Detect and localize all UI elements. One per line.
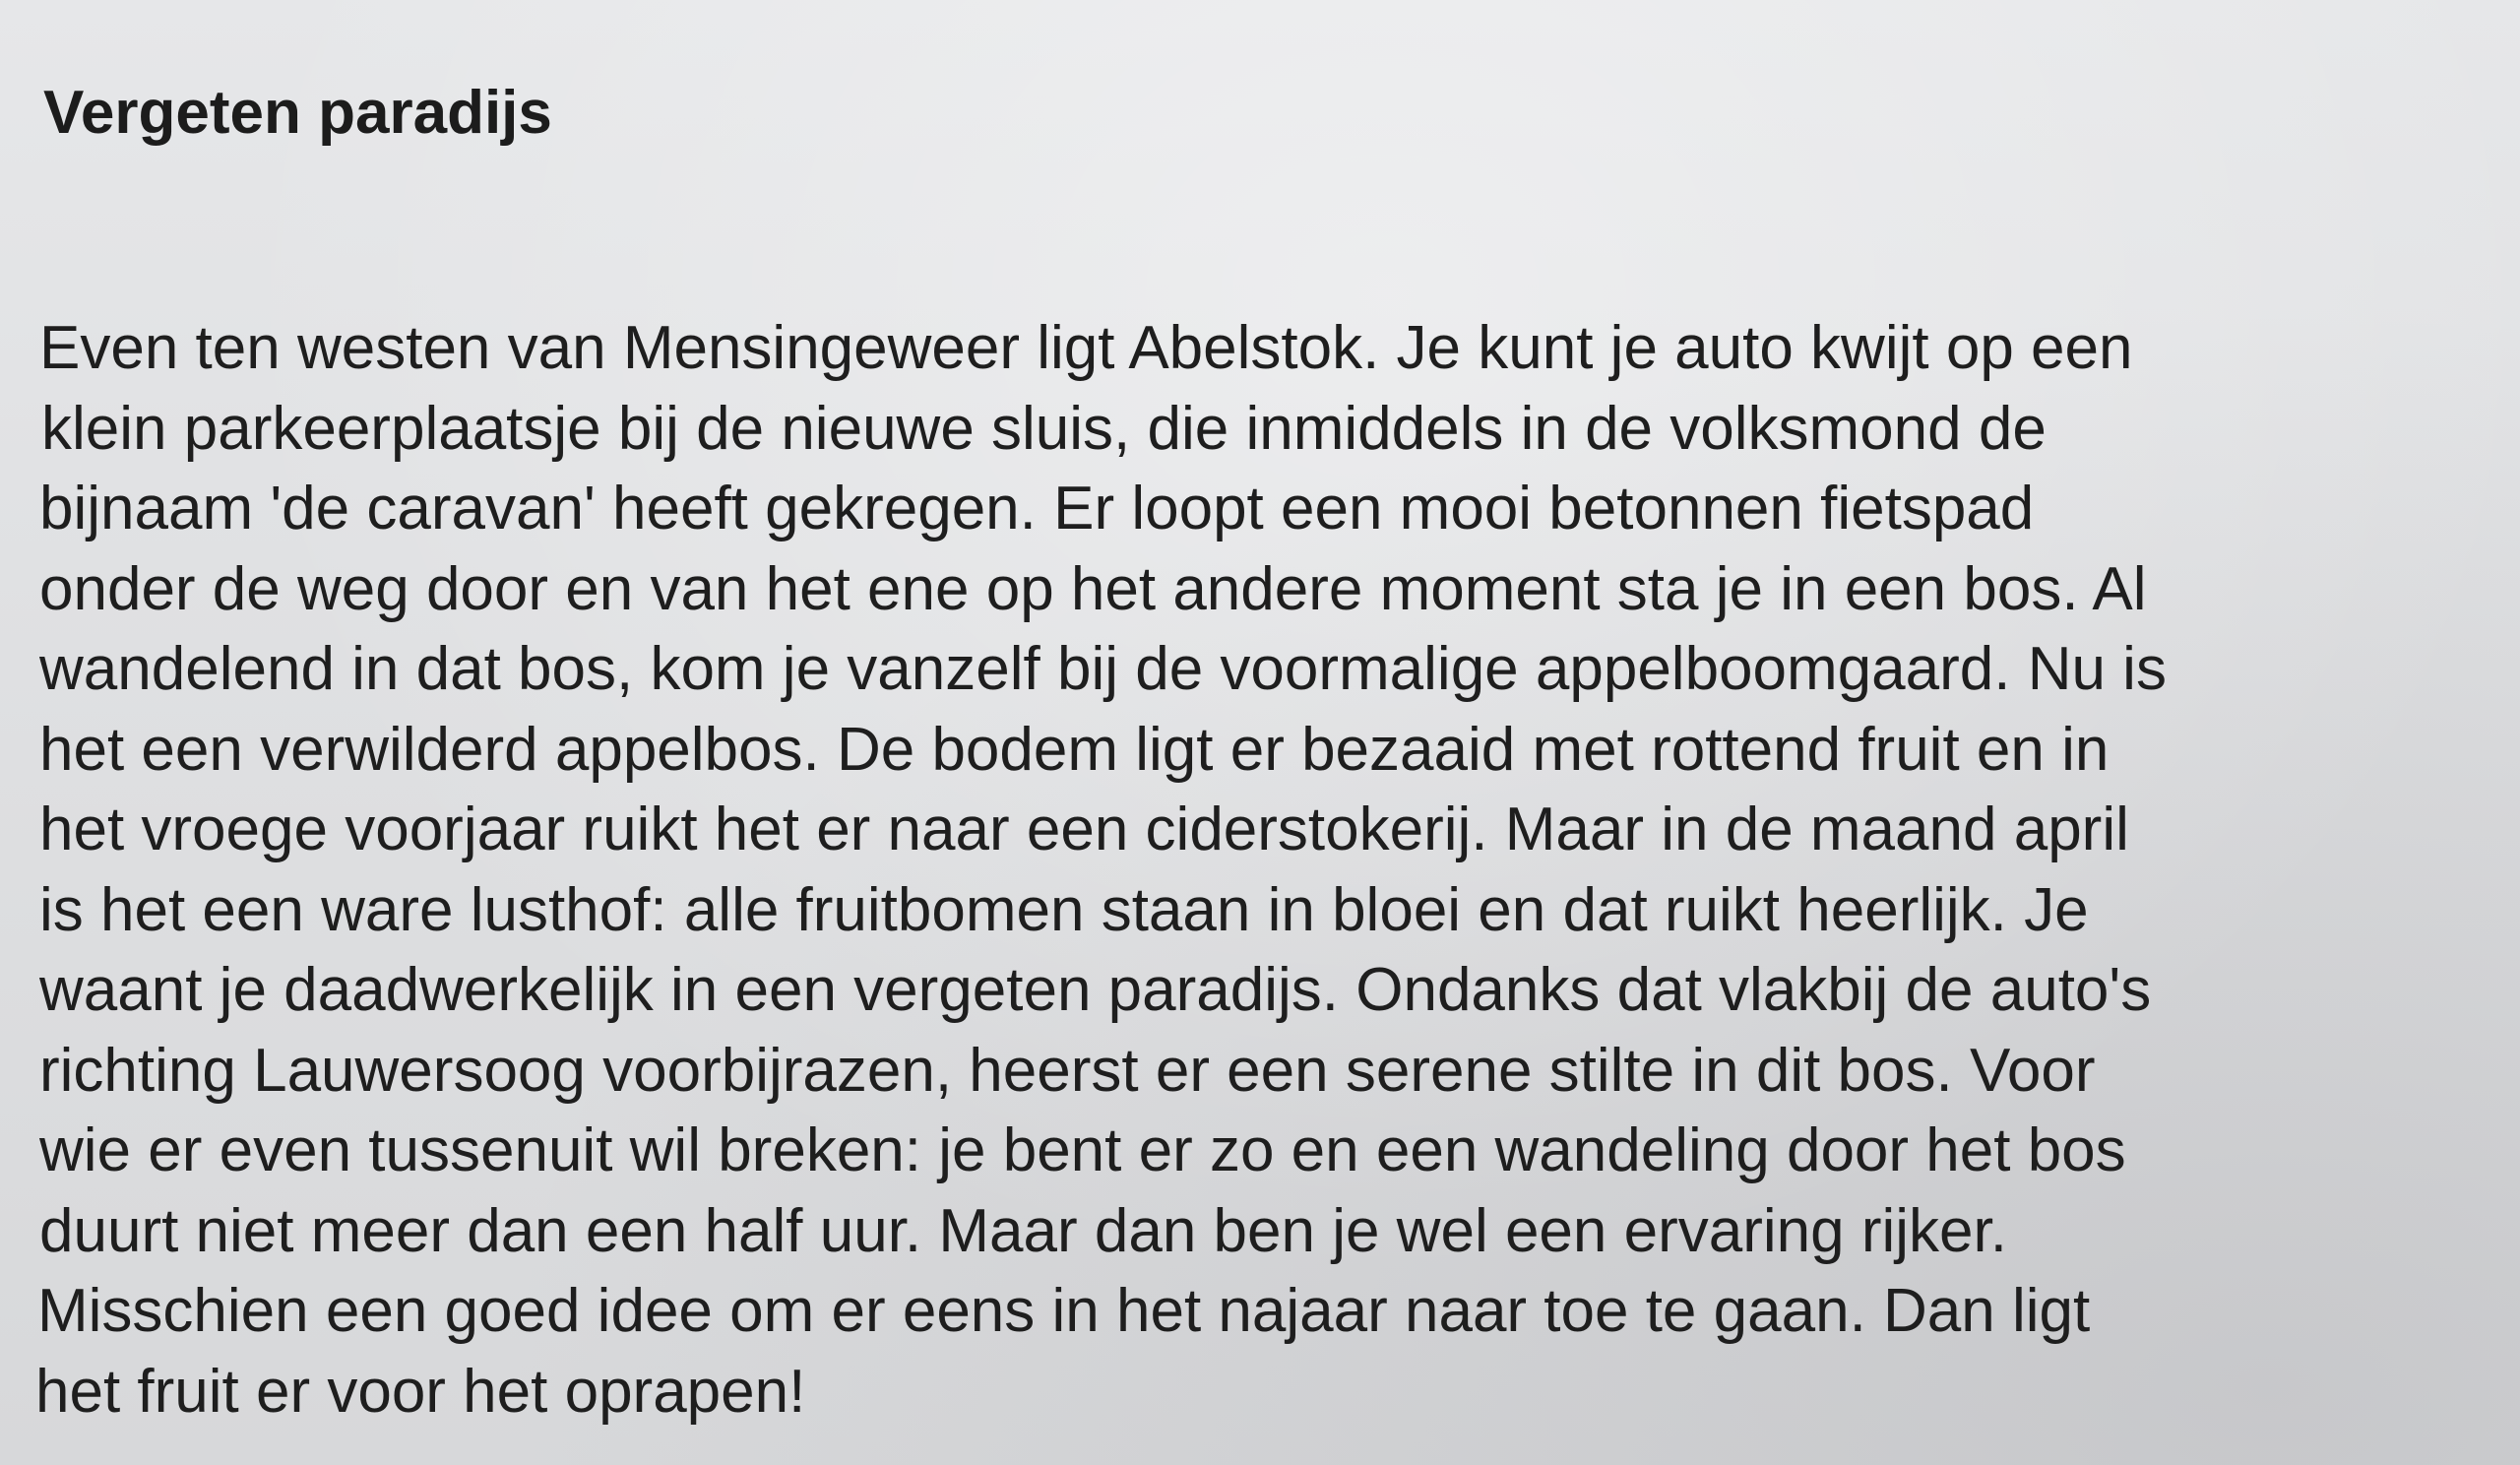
text-line: bijnaam 'de caravan' heeft gekregen. Er loopt een mooi betonnen fietspad <box>39 475 2035 542</box>
text-line: is het een ware lusthof: alle fruitbomen staan in bloei en dat ruikt heerlijk. Je <box>39 875 2089 944</box>
text-line: onder de weg door en van het ene op het andere moment sta je in een bos. Al <box>39 554 2147 623</box>
text-line: waant je daadwerkelijk in een vergeten paradijs. Ondanks dat vlakbij de auto's <box>39 956 2152 1024</box>
document-title: Vergeten paradijs <box>43 79 552 147</box>
text-line: wandelend in dat bos, kom je vanzelf bij de voormalige appelboomgaard. Nu is <box>39 635 2167 703</box>
body-paragraph <box>35 308 2167 1432</box>
text-line: klein parkeerplaatsje bij de nieuwe sluis, die inmiddels in de volksmond de <box>41 394 2047 463</box>
text-line: richting Lauwersoog voorbijrazen, heerst er een serene stilte in dit bos. Voor <box>39 1036 2096 1105</box>
text-line: het vroege voorjaar ruikt het er naar een ciderstokerij. Maar in de maand april <box>39 796 2129 863</box>
text-line: het een verwilderd appelbos. De bodem ligt er bezaaid met rottend fruit en in <box>39 715 2110 784</box>
text-line: Misschien een goed idee om er eens in het najaar naar toe te gaan. Dan ligt <box>37 1277 2091 1345</box>
text-line: Even ten westen van Mensingeweer ligt Abelstok. Je kunt je auto kwijt op een <box>39 314 2133 382</box>
text-line: wie er even tussenuit wil breken: je bent er zo en een wandeling door het bos <box>39 1116 2126 1184</box>
text-line: duurt niet meer dan een half uur. Maar dan ben je wel een ervaring rijker. <box>39 1196 2007 1265</box>
text-line: het fruit er voor het oprapen! <box>35 1357 806 1426</box>
